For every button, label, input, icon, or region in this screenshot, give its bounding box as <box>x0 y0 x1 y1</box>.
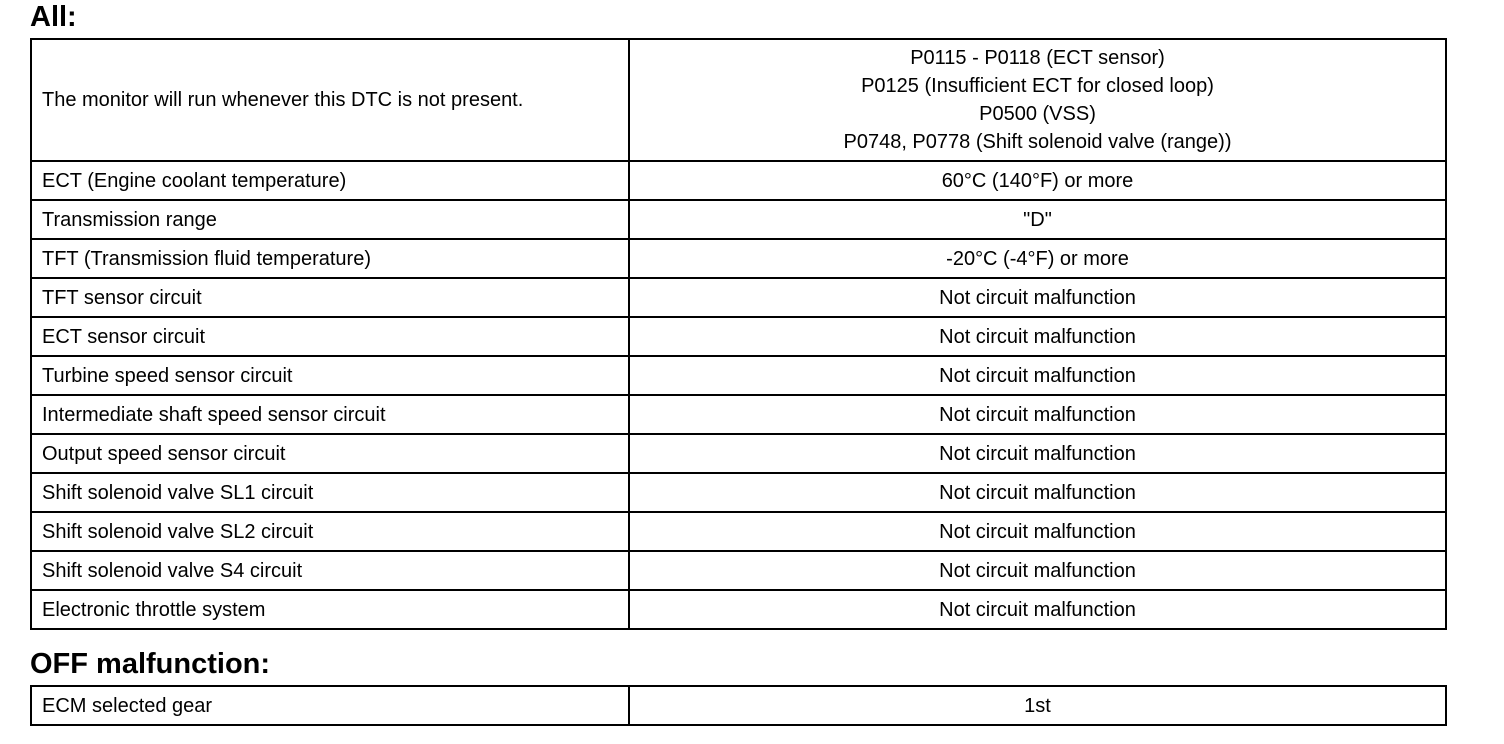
section-heading-all: All: <box>30 1 77 33</box>
condition-cell: ECT sensor circuit <box>31 317 629 356</box>
condition-cell: Intermediate shaft speed sensor circuit <box>31 395 629 434</box>
value-cell: -20°C (-4°F) or more <box>629 239 1446 278</box>
value-cell: Not circuit malfunction <box>629 590 1446 629</box>
value-cell <box>629 39 1446 161</box>
table-row <box>31 200 1446 239</box>
condition-cell: ECM selected gear <box>31 686 629 725</box>
table-row <box>31 317 1446 356</box>
table-row <box>31 686 1446 725</box>
dtc-line: P0748, P0778 (Shift solenoid valve (range)) <box>843 131 1232 153</box>
section-heading-off-malfunction: OFF malfunction: <box>30 648 271 680</box>
condition-cell: Electronic throttle system <box>31 590 629 629</box>
table-row <box>31 590 1446 629</box>
condition-cell: TFT sensor circuit <box>31 278 629 317</box>
condition-cell: Output speed sensor circuit <box>31 434 629 473</box>
value-cell: Not circuit malfunction <box>629 356 1446 395</box>
condition-cell: Transmission range <box>31 200 629 239</box>
table-row <box>31 239 1446 278</box>
table-row <box>31 395 1446 434</box>
value-cell: Not circuit malfunction <box>629 395 1446 434</box>
table-row <box>31 434 1446 473</box>
value-cell: Not circuit malfunction <box>629 512 1446 551</box>
value-cell: 1st <box>629 686 1446 725</box>
condition-cell: Shift solenoid valve SL2 circuit <box>31 512 629 551</box>
value-cell: 60°C (140°F) or more <box>629 161 1446 200</box>
table-row <box>31 278 1446 317</box>
condition-cell: ECT (Engine coolant temperature) <box>31 161 629 200</box>
value-cell: Not circuit malfunction <box>629 278 1446 317</box>
table-row <box>31 551 1446 590</box>
table-row <box>31 473 1446 512</box>
dtc-line: P0500 (VSS) <box>979 103 1096 125</box>
table-row <box>31 39 1446 161</box>
value-cell: Not circuit malfunction <box>629 551 1446 590</box>
value-cell: Not circuit malfunction <box>629 434 1446 473</box>
value-cell: Not circuit malfunction <box>629 317 1446 356</box>
value-cell: "D" <box>629 200 1446 239</box>
table-row <box>31 512 1446 551</box>
conditions-table-off-malfunction <box>30 685 1447 726</box>
condition-cell: TFT (Transmission fluid temperature) <box>31 239 629 278</box>
table-row <box>31 161 1446 200</box>
table-row <box>31 356 1446 395</box>
condition-cell: Shift solenoid valve S4 circuit <box>31 551 629 590</box>
dtc-line: P0125 (Insufficient ECT for closed loop) <box>861 75 1214 97</box>
condition-cell: Shift solenoid valve SL1 circuit <box>31 473 629 512</box>
condition-cell: The monitor will run whenever this DTC is not present. <box>31 39 629 161</box>
value-cell: Not circuit malfunction <box>629 473 1446 512</box>
condition-cell: Turbine speed sensor circuit <box>31 356 629 395</box>
conditions-table-all <box>30 38 1447 630</box>
dtc-line: P0115 - P0118 (ECT sensor) <box>910 47 1165 69</box>
